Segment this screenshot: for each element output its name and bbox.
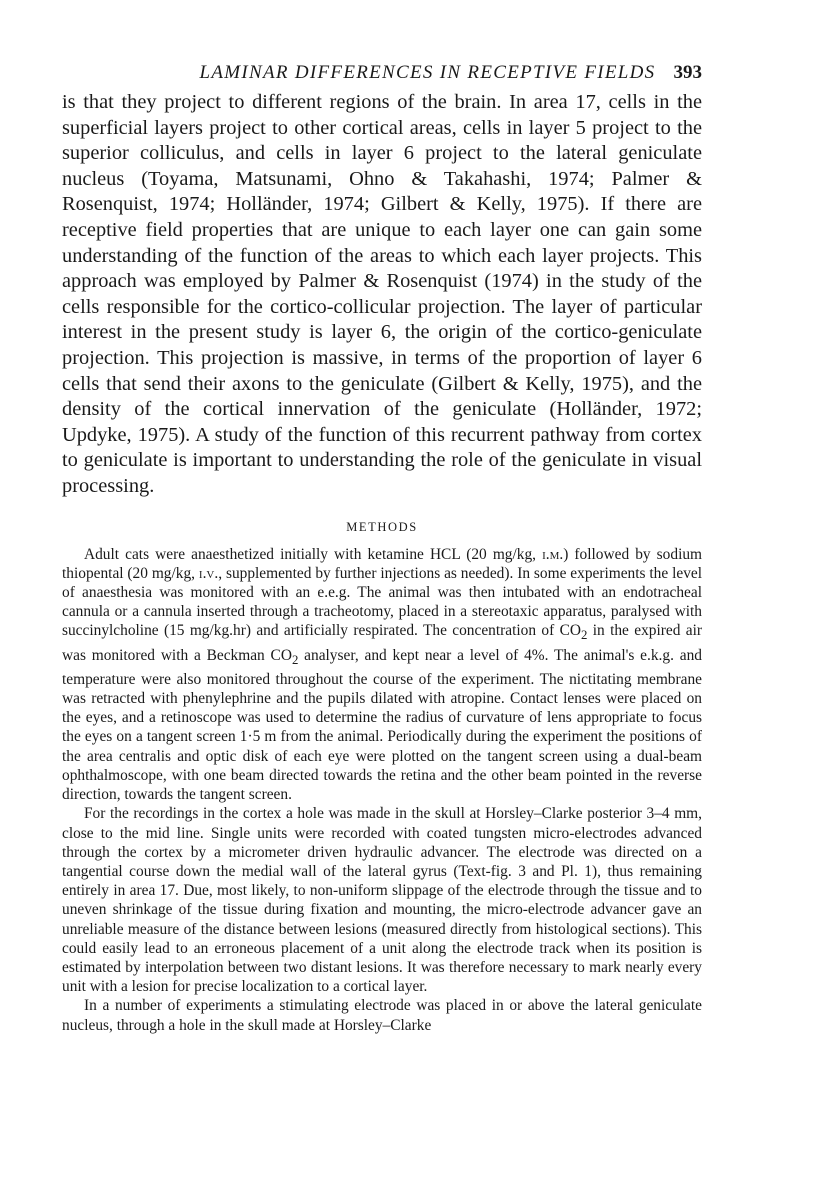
methods-paragraph-3: In a number of experiments a stimulating electrode was placed in or above the lateral geniculate nucleus, through a hole in the skull made at Horsley–Clarke bbox=[62, 997, 702, 1034]
route-abbrev-iv: i.v. bbox=[198, 564, 219, 582]
route-abbrev-im: i.m. bbox=[542, 545, 564, 563]
journal-page bbox=[62, 62, 702, 1035]
subscript-2: 2 bbox=[580, 628, 588, 643]
subscript-2: 2 bbox=[291, 652, 299, 667]
intro-paragraph: is that they project to different regions of the brain. In area 17, cells in the superficial layers project to other cortical areas, cells in layer 5 project to the superior colliculus, and cells in layer 6 project to the lateral geniculate nucleus (Toyama, Matsunami, Ohno & Takahashi, 1974; Palmer & Rosenquist, 1974; Holländer, 1974; Gilbert & Kelly, 1975). If there are receptive field properties that are unique to each layer one can gain some understanding of the function of the areas to which each layer projects. This approach was employed by Palmer & Rosenquist (1974) in the study of the cells responsible for the cortico-collicular projection. The layer of particular interest in the present study is layer 6, the origin of the cortico-geniculate projection. This projection is massive, in terms of the proportion of layer 6 cells that send their axons to the geniculate (Gilbert & Kelly, 1975), and the density of the cortical innervation of the geniculate (Holländer, 1972; Updyke, 1975). A study of the function of this recurrent pathway from cortex to geniculate is important to understanding the role of the geniculate in visual processing. bbox=[62, 91, 702, 497]
running-head bbox=[62, 62, 702, 84]
page-number: 393 bbox=[673, 62, 702, 83]
methods-paragraph-1: Adult cats were anaesthetized initially with ketamine HCL (20 mg/kg, i.m.) followed by sodium thiopental (20 mg/kg, i.v., supplemented by further injections as needed). In some experiments the level of anaesthesia was monitored with an e.e.g. The animal was then intubated with an endotracheal cannula or a cannula inserted through a tracheotomy, placed in a stereotaxic apparatus, paralysed with succinylcholine (15 mg/kg.hr) and artificially respirated. The concentration of $CO_2$ in the expired air was monitored with a Beckman $CO_2$ analyser, and kept near a level of 4%. The animal's e.k.g. and temperature were also monitored throughout the course of the experiment. The nictitating membrane was retracted with phenylephrine and the pupils dilated with atropine. Contact lenses were placed on the eyes, and a retinoscope was used to determine the radius of curvature of lens appropriate to focus the eyes on a tangent screen 1·5 m from the animal. Periodically during the experiment the positions of the area centralis and optic disk of each eye were plotted on the tangent screen using a dual-beam ophthalmoscope, with one beam directed towards the retina and the other beam pointed in the reverse direction, towards the tangent screen. bbox=[62, 545, 703, 804]
methods-paragraph-2: For the recordings in the cortex a hole was made in the skull at Horsley–Clarke posterior 3–4 mm, close to the mid line. Single units were recorded with coated tungsten micro-electrodes advanced through the cortex by a micrometer driven hydraulic advancer. The electrode was directed on a tangential course down the medial wall of the lateral gyrus (Text-fig. 3 and Pl. 1), thus remaining entirely in area 17. Due, most likely, to non-uniform slippage of the electrode through the tissue and to uneven shrinkage of the tissue during fixation and mounting, the micro-electrode advancer gave an unreliable measure of the distance between lesions (measured directly from histological sections). This could easily lead to an erroneous placement of a unit along the electrode track when its position is estimated by interpolation between two distant lesions. It was therefore necessary to mark nearly every unit with a lesion for precise localization to a cortical layer. bbox=[62, 805, 702, 996]
methods-heading: METHODS bbox=[346, 519, 418, 534]
running-head-title: LAMINAR DIFFERENCES IN RECEPTIVE FIELDS bbox=[199, 62, 656, 83]
